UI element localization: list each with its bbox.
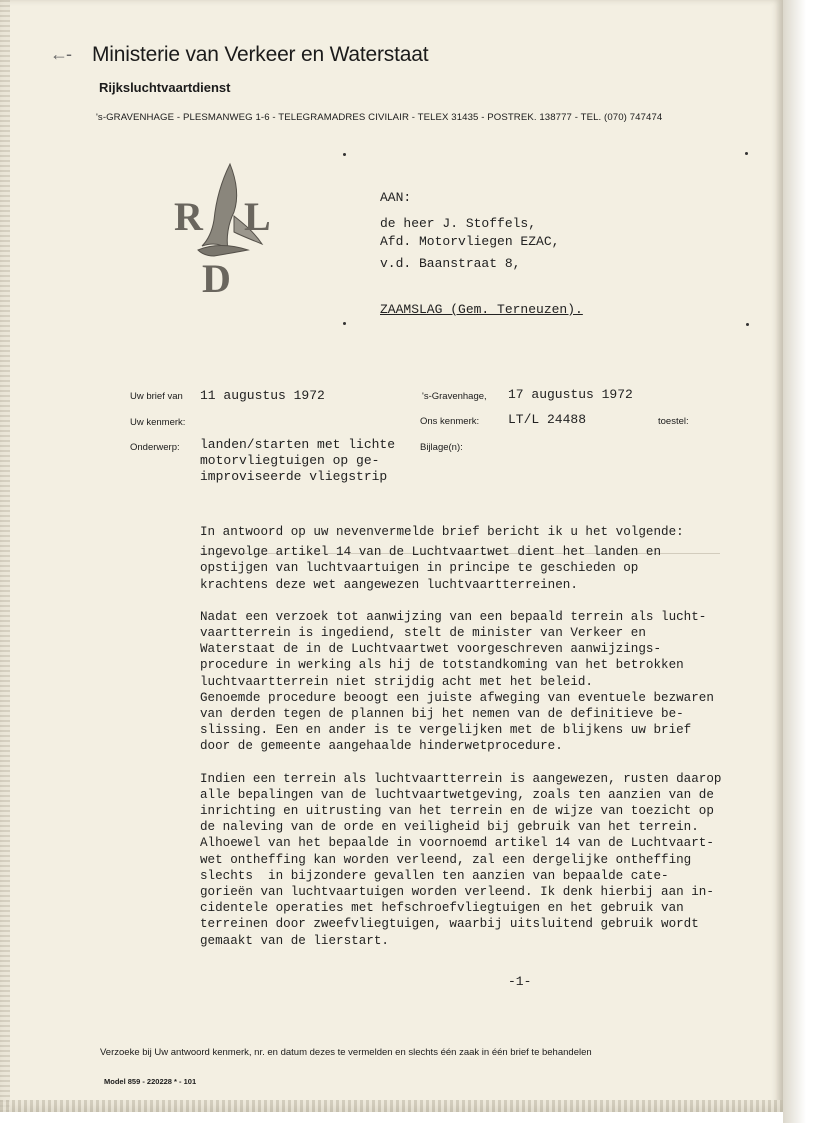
letter-body <box>200 524 760 965</box>
subject-text: landen/starten met lichte motorvliegtuigen op ge- improviseerde vliegstrip <box>200 437 396 484</box>
body-paragraph: ingevolge artikel 14 van de Luchtvaartwet dient het landen en opstijgen van luchtvaartuigen in principe te geschieden op krachtens deze wet aangewezen luchtvaartterreinen. <box>200 545 662 592</box>
punch-dot <box>343 153 346 156</box>
addressee-label: AAN: <box>380 190 412 205</box>
body-paragraph: Indien een terrein als luchtvaartterrein is aangewezen, rusten daarop alle bepalingen van de luchtvaartwetgeving, zoals ten aanzien van de inrichting en uitrusting van het terrein en de wijze van toezicht op de naleving van de orde en veiligheid bij gebruik van het terrein. Alhoewel van het bepaalde in voornoemd artikel 14 van de Luchtvaart- wet ontheffing kan worden verleend, zal een dergelijke ontheffing slechts in bijzondere gevallen ten aanzien van bepaalde cate- gorieën van luchtvaartuigen worden verleend. Ik denk hierbij aan in- cidentele operaties met hefschroefvliegtuigen en het gebruik van terreinen door zweefvliegtuigen, waarbij uitsluitend gebruik wordt gemaakt van de lierstart. <box>200 771 722 948</box>
extension-label: toestel: <box>658 416 689 427</box>
addressee-city: ZAAMSLAG (Gem. Terneuzen). <box>380 302 583 317</box>
subject-label: Onderwerp: <box>130 442 180 453</box>
attachments-label: Bijlage(n): <box>420 442 463 453</box>
scribble-mark-icon: ←- <box>50 44 70 64</box>
punch-dot <box>343 322 346 325</box>
place-label: 's-Gravenhage, <box>422 391 487 402</box>
addressee-block <box>380 186 583 354</box>
body-paragraph: Nadat een verzoek tot aanwijzing van een bepaald terrein als lucht- vaartterrein is ingediend, stelt de minister van Verkeer en Waterstaat de in de Luchtvaartwet voorgeschreven aanwijzings- procedure in werking als hij de totstandkoming van het betrokken luchtvaartterrein niet strijdig acht met het beleid. Genoemde procedure beoogt een juiste afweging van eventuele bezwaren van derden tegen de plannen bij het nemen van de definitieve be- slissing. Een en ander is te vergelijken met de blijkens uw brief door de gemeente aangehaalde hinderwetprocedure. <box>200 609 714 754</box>
logo-letter-d: D <box>202 256 231 300</box>
logo-letter-l: L <box>244 194 271 239</box>
footer-instruction: Verzoeke bij Uw antwoord kenmerk, nr. en datum dezes te vermelden en slechts één zaak in één brief te behandelen <box>100 1047 592 1058</box>
punch-dot <box>745 152 748 155</box>
rld-bird-logo-icon <box>168 160 278 300</box>
page-left-edge <box>0 0 10 1112</box>
logo-letter-r: R <box>174 194 203 239</box>
our-reference-value: LT/L 24488 <box>508 412 587 427</box>
your-letter-label: Uw brief van <box>130 391 183 402</box>
our-reference-label: Ons kenmerk: <box>420 416 480 427</box>
your-letter-date: 11 augustus 1972 <box>200 388 325 403</box>
page-number: -1- <box>508 974 532 989</box>
service-name: Rijksluchtvaartdienst <box>99 80 231 95</box>
ministry-name: Ministerie van Verkeer en Waterstaat <box>92 43 429 66</box>
letter-date: 17 augustus 1972 <box>508 387 633 402</box>
scan-margin <box>783 0 816 1123</box>
your-reference-label: Uw kenmerk: <box>130 417 186 428</box>
page-bottom-edge <box>0 1100 783 1112</box>
addressee-name: de heer J. Stoffels, <box>380 216 537 231</box>
punch-dot <box>746 323 749 326</box>
addressee-street: v.d. Baanstraat 8, <box>380 256 521 271</box>
body-intro: In antwoord op uw nevenvermelde brief bericht ik u het volgende: <box>200 525 684 539</box>
form-model-number: Model 859 - 220228 * - 101 <box>104 1077 197 1086</box>
addressee-department: Afd. Motorvliegen EZAC, <box>380 234 560 249</box>
letterhead-address: 's-GRAVENHAGE - PLESMANWEG 1-6 - TELEGRAMADRES CIVILAIR - TELEX 31435 - POSTREK. 138777 - TEL. (070) 747474 <box>96 112 663 123</box>
